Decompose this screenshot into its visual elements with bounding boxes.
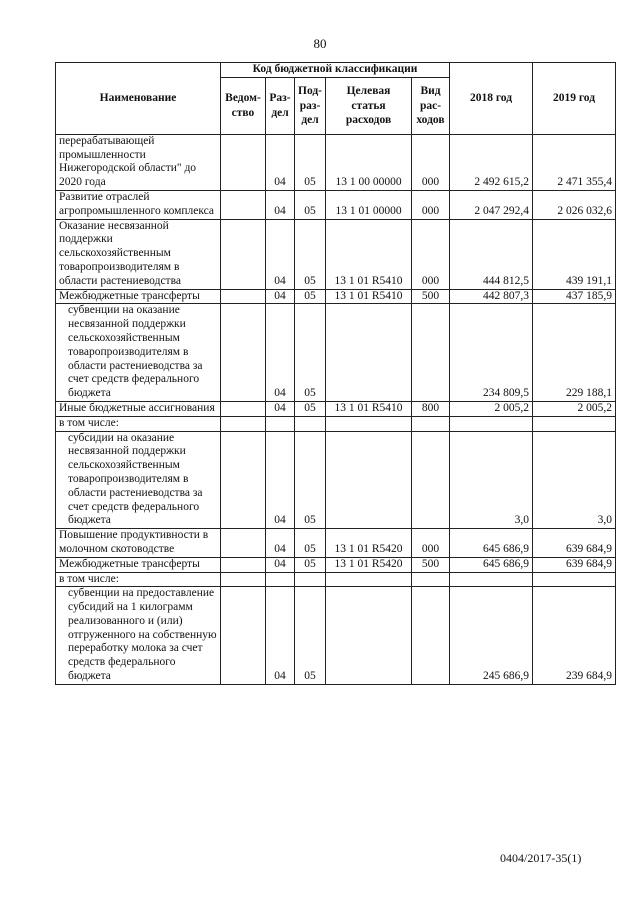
table-row <box>56 431 616 529</box>
table-row <box>56 190 616 219</box>
table-row <box>56 134 616 190</box>
row-target: 13 1 01 R5420 <box>326 557 412 572</box>
table-row <box>56 587 616 685</box>
row-target <box>326 431 412 529</box>
row-exp-type <box>412 572 450 587</box>
row-dept <box>221 401 266 416</box>
row-section: 04 <box>266 401 295 416</box>
row-subsection: 05 <box>295 587 326 685</box>
row-section: 04 <box>266 529 295 558</box>
row-exp-type: 500 <box>412 557 450 572</box>
row-exp-type: 500 <box>412 289 450 304</box>
table-row <box>56 557 616 572</box>
row-subsection: 05 <box>295 304 326 402</box>
row-dept <box>221 416 266 431</box>
row-exp-type: 000 <box>412 190 450 219</box>
row-exp-type: 000 <box>412 134 450 190</box>
row-dept <box>221 190 266 219</box>
row-name: Повышение продуктивности в молочном скотоводстве <box>56 529 221 558</box>
row-dept <box>221 134 266 190</box>
row-section: 04 <box>266 304 295 402</box>
row-dept <box>221 219 266 289</box>
row-subsection: 05 <box>295 190 326 219</box>
row-2018: 245 686,9 <box>450 587 533 685</box>
header-2019: 2019 год <box>533 63 616 135</box>
row-dept <box>221 572 266 587</box>
row-subsection: 05 <box>295 529 326 558</box>
header-2018: 2018 год <box>450 63 533 135</box>
row-section <box>266 572 295 587</box>
row-subsection: 05 <box>295 289 326 304</box>
row-name: Иные бюджетные ассигнования <box>56 401 221 416</box>
row-exp-type <box>412 304 450 402</box>
row-target: 13 1 01 R5410 <box>326 289 412 304</box>
row-dept <box>221 431 266 529</box>
row-name: Межбюджетные трансферты <box>56 289 221 304</box>
row-2019: 229 188,1 <box>533 304 616 402</box>
row-exp-type: 800 <box>412 401 450 416</box>
row-subsection: 05 <box>295 431 326 529</box>
header-exp-type: Вид рас-ходов <box>412 77 450 134</box>
row-2018: 2 005,2 <box>450 401 533 416</box>
row-2019: 639 684,9 <box>533 529 616 558</box>
row-section: 04 <box>266 134 295 190</box>
row-2018: 645 686,9 <box>450 557 533 572</box>
row-subsection: 05 <box>295 219 326 289</box>
row-dept <box>221 304 266 402</box>
row-2018: 2 492 615,2 <box>450 134 533 190</box>
row-section <box>266 416 295 431</box>
row-subsection: 05 <box>295 557 326 572</box>
row-2019: 2 026 032,6 <box>533 190 616 219</box>
row-section: 04 <box>266 219 295 289</box>
table-row <box>56 401 616 416</box>
row-dept <box>221 557 266 572</box>
row-name: субвенции на предоставление субсидий на 1 килограмм реализованного и (или) отгруженного на собственную переработку молока за счет средств федерального бюджета <box>56 587 221 685</box>
table-row <box>56 219 616 289</box>
row-dept <box>221 289 266 304</box>
table-row <box>56 304 616 402</box>
row-name: субсидии на оказание несвязанной поддержки сельскохозяйственным товаропроизводителям в области растениеводства за счет средств федерального бюджета <box>56 431 221 529</box>
row-dept <box>221 529 266 558</box>
row-2018: 234 809,5 <box>450 304 533 402</box>
row-2018: 2 047 292,4 <box>450 190 533 219</box>
row-2019: 437 185,9 <box>533 289 616 304</box>
document-code: 0404/2017-35(1) <box>500 851 582 865</box>
row-subsection <box>295 416 326 431</box>
row-2019 <box>533 572 616 587</box>
row-target: 13 1 01 00000 <box>326 190 412 219</box>
row-name: Межбюджетные трансферты <box>56 557 221 572</box>
table-row <box>56 529 616 558</box>
row-target <box>326 304 412 402</box>
row-name: Оказание несвязанной поддержки сельскохозяйственным товаропроизводителям в области растениеводства <box>56 219 221 289</box>
row-exp-type <box>412 416 450 431</box>
row-2018 <box>450 572 533 587</box>
header-subsection: Под-раз-дел <box>295 77 326 134</box>
row-2018: 442 807,3 <box>450 289 533 304</box>
table-row <box>56 416 616 431</box>
row-exp-type: 000 <box>412 219 450 289</box>
header-kbk: Код бюджетной классификации <box>221 63 450 78</box>
row-target: 13 1 01 R5410 <box>326 219 412 289</box>
row-name: перерабатывающей промышленности Нижегородской области" до 2020 года <box>56 134 221 190</box>
row-target <box>326 587 412 685</box>
row-target: 13 1 01 R5410 <box>326 401 412 416</box>
row-2019 <box>533 416 616 431</box>
row-exp-type <box>412 431 450 529</box>
table-row <box>56 289 616 304</box>
row-2019: 639 684,9 <box>533 557 616 572</box>
row-target <box>326 572 412 587</box>
row-section: 04 <box>266 431 295 529</box>
row-2019: 439 191,1 <box>533 219 616 289</box>
header-target: Целевая статья расходов <box>326 77 412 134</box>
row-name: в том числе: <box>56 416 221 431</box>
header-section: Раз-дел <box>266 77 295 134</box>
row-subsection <box>295 572 326 587</box>
row-name: субвенции на оказание несвязанной поддержки сельскохозяйственным товаропроизводителям в области растениеводства за счет средств федерального бюджета <box>56 304 221 402</box>
row-subsection: 05 <box>295 134 326 190</box>
table-row <box>56 572 616 587</box>
row-2019: 2 005,2 <box>533 401 616 416</box>
row-dept <box>221 587 266 685</box>
row-2019: 239 684,9 <box>533 587 616 685</box>
row-name: в том числе: <box>56 572 221 587</box>
row-target: 13 1 01 R5420 <box>326 529 412 558</box>
row-exp-type: 000 <box>412 529 450 558</box>
page-number: 80 <box>313 36 327 51</box>
row-section: 04 <box>266 587 295 685</box>
row-name: Развитие отраслей агропромышленного комплекса <box>56 190 221 219</box>
header-name: Наименование <box>56 63 221 135</box>
row-2018: 3,0 <box>450 431 533 529</box>
row-subsection: 05 <box>295 401 326 416</box>
row-2019: 2 471 355,4 <box>533 134 616 190</box>
row-target: 13 1 00 00000 <box>326 134 412 190</box>
row-2018: 645 686,9 <box>450 529 533 558</box>
row-2018: 444 812,5 <box>450 219 533 289</box>
row-2019: 3,0 <box>533 431 616 529</box>
row-section: 04 <box>266 557 295 572</box>
row-exp-type <box>412 587 450 685</box>
budget-table <box>55 62 616 685</box>
row-2018 <box>450 416 533 431</box>
row-section: 04 <box>266 289 295 304</box>
row-section: 04 <box>266 190 295 219</box>
header-dept: Ведом-ство <box>221 77 266 134</box>
row-target <box>326 416 412 431</box>
